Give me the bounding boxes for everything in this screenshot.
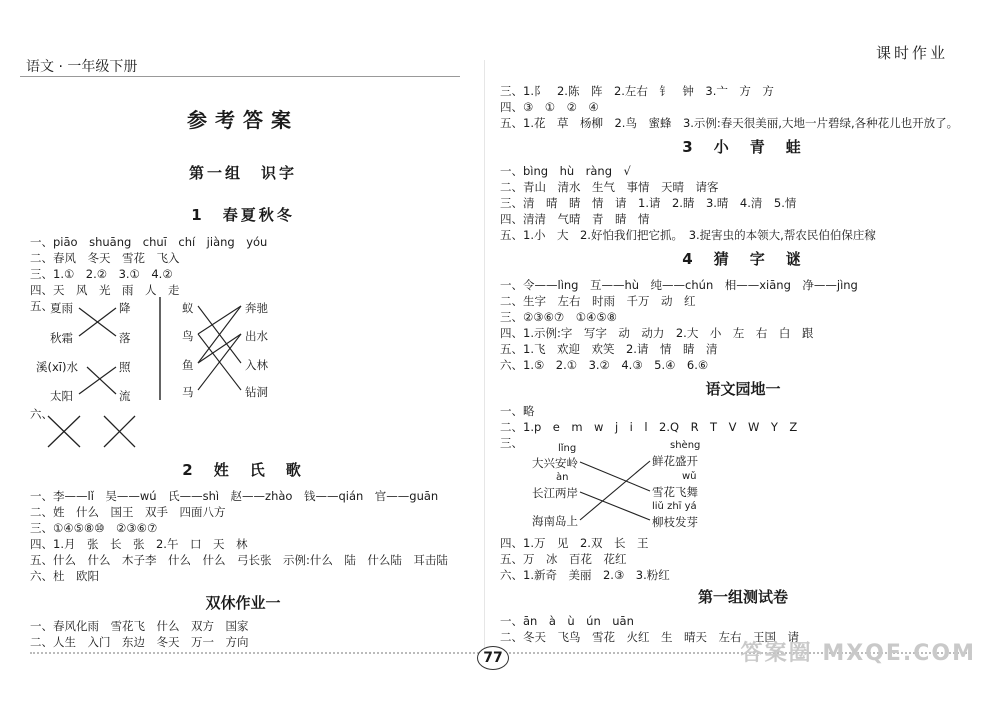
match-right-b-3: 入林: [245, 358, 268, 372]
test-line-1: 一、ān à ù ún uān: [500, 614, 634, 628]
weekend-title: 双休作业一: [205, 594, 281, 612]
garden-after-1: 四、1.万 见 2.双 长 王: [500, 536, 649, 550]
match-right-3: 柳枝发芽: [652, 515, 698, 529]
l1-line-3: 三、1.① 2.② 3.① 4.②: [30, 267, 173, 281]
match-left-b-4: 马: [182, 385, 194, 399]
l4-line-1: 一、令——lìng 互——hù 纯——chún 相——xiāng 净——jìng: [500, 278, 858, 292]
garden-matching-lines: [486, 0, 1000, 717]
r-top-line-1: 三、1.阝 2.陈 阵 2.左右 钅 钟 3.亠 方 方: [500, 84, 774, 98]
match-left-b-3: 鱼: [182, 358, 194, 372]
test-title: 第一组测试卷: [697, 588, 788, 606]
lesson4-title: 4 猜 字 谜: [682, 250, 804, 268]
l3-line-5: 五、1.小 大 2.好怕我们把它抓。 3.捉害虫的本领大,帮农民伯伯保庄稼: [500, 228, 876, 242]
match-py-right-3: liǔ zhī yá: [652, 501, 697, 512]
match-py-right-2: wǔ: [682, 471, 697, 482]
weekend-line-2: 二、人生 入门 东边 冬天 万一 方向: [30, 635, 249, 649]
l1-liu: 六、: [30, 407, 53, 421]
match-left-a-3: 溪(xī)水: [36, 360, 78, 374]
match-left-3: 海南岛上: [532, 514, 578, 528]
match-left-a-2: 秋霜: [50, 331, 73, 345]
main-title: 参考答案: [187, 108, 299, 132]
l2-line-2: 二、姓 什么 国王 双手 四面八方: [30, 505, 226, 519]
match-right-a-1: 降: [119, 301, 131, 315]
match-left-a-1: 夏雨: [50, 301, 73, 315]
l1-wu: 五、: [30, 299, 53, 313]
left-page: [0, 0, 486, 717]
l4-line-5: 五、1.飞 欢迎 欢笑 2.请 情 睛 清: [500, 342, 718, 356]
lesson2-title: 2 姓 氏 歌: [182, 461, 304, 479]
header-corner: 课时作业: [875, 44, 948, 62]
match-right-a-3: 照: [119, 360, 131, 374]
l4-line-4: 四、1.示例:字 写字 动 动力 2.大 小 左 右 白 跟: [500, 326, 814, 340]
test-line-2: 二、冬天 飞鸟 雪花 火红 生 晴天 左右 王国 请: [500, 630, 799, 644]
header-subject: 语文 · 一年级下册: [26, 59, 138, 75]
match-left-a-4: 太阳: [50, 389, 73, 403]
l4-line-2: 二、生字 左右 时雨 千万 动 红: [500, 294, 696, 308]
garden-title: 语文园地一: [705, 380, 781, 398]
l2-line-1: 一、李——lǐ 吴——wú 氏——shì 赵——zhào 钱——qián 官——guān: [30, 489, 439, 503]
match-right-b-1: 奔驰: [245, 301, 268, 315]
match-left-1: 大兴安岭: [532, 456, 578, 470]
l4-line-3: 三、②③⑥⑦ ①④⑤⑧: [500, 310, 617, 324]
match-left-2: 长江两岸: [532, 486, 578, 500]
r-top-line-3: 五、1.花 草 杨柳 2.鸟 蜜蜂 3.示例:春天很美丽,大地一片碧绿,各种花儿也开放了。: [500, 116, 959, 130]
match-right-1: 鲜花盛开: [652, 454, 698, 468]
lesson1-title: 1 春夏秋冬: [191, 206, 295, 224]
l2-line-6: 六、杜 欧阳: [30, 569, 99, 583]
page-spine: [484, 60, 485, 660]
l4-line-6: 六、1.⑤ 2.① 3.② 4.③ 5.④ 6.⑥: [500, 358, 709, 372]
l3-line-1: 一、bìng hù ràng √: [500, 164, 631, 178]
l2-line-5: 五、什么 什么 木子李 什么 什么 弓长张 示例:什么 陆 什么陆 耳击陆: [30, 553, 448, 567]
l2-line-3: 三、①④⑤⑧⑩ ②③⑥⑦: [30, 521, 158, 535]
right-page: [486, 0, 1000, 717]
garden-line-2: 二、1.p e m w j i l 2.Q R T V W Y Z: [500, 420, 798, 434]
l1-line-1: 一、piāo shuāng chuī chí jiàng yóu: [30, 235, 268, 249]
match-right-b-2: 出水: [245, 329, 268, 343]
garden-after-3: 六、1.新奇 美丽 2.③ 3.粉红: [500, 568, 670, 582]
match-left-b-1: 蚁: [182, 301, 194, 315]
garden-line-1: 一、略: [500, 404, 535, 418]
watermark: 答案圈 MXQE.COM: [740, 641, 976, 666]
match-py-left-1: lǐng: [558, 443, 577, 454]
match-py-right-1: shèng: [670, 440, 701, 451]
lesson3-title: 3 小 青 蛙: [682, 138, 804, 156]
l3-line-3: 三、清 晴 睛 情 请 1.请 2.睛 3.晴 4.清 5.情: [500, 196, 797, 210]
l1-line-4: 四、天 风 光 雨 人 走: [30, 283, 180, 297]
l3-line-2: 二、青山 清水 生气 事情 天晴 请客: [500, 180, 719, 194]
l2-line-4: 四、1.月 张 长 张 2.午 口 天 林: [30, 537, 248, 551]
group-title: 第一组 识字: [188, 164, 297, 182]
page-number: 77: [477, 646, 509, 670]
match-left-b-2: 鸟: [182, 329, 194, 343]
match-right-a-4: 流: [119, 389, 131, 403]
weekend-line-1: 一、春风化雨 雪花飞 什么 双方 国家: [30, 619, 249, 633]
l3-line-4: 四、清清 气晴 青 睛 情: [500, 212, 650, 226]
garden-after-2: 五、万 冰 百花 花红: [500, 552, 627, 566]
match-right-2: 雪花飞舞: [652, 485, 698, 499]
l1-line-2: 二、春风 冬天 雪花 飞入: [30, 251, 180, 265]
r-top-line-2: 四、③ ① ② ④: [500, 100, 599, 114]
garden-san: 三、: [500, 436, 523, 450]
match-right-b-4: 钻洞: [245, 385, 268, 399]
match-py-left-2: àn: [556, 472, 569, 483]
match-right-a-2: 落: [119, 331, 131, 345]
